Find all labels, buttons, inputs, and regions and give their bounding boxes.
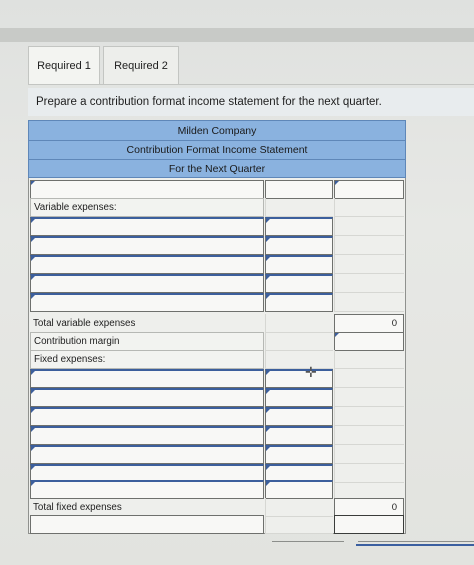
- empty-cell: [334, 217, 404, 236]
- statement-period: For the Next Quarter: [29, 159, 405, 178]
- tab-label: Required 1: [37, 59, 91, 72]
- variable-expense-label-input[interactable]: [30, 293, 264, 312]
- fixed-expense-row: [28, 480, 406, 499]
- total-variable-expenses-value: 0: [334, 314, 404, 333]
- variable-expense-label-input[interactable]: [30, 217, 264, 236]
- total-fixed-expenses-value: 0: [334, 498, 404, 517]
- variable-expense-amount-input[interactable]: [265, 236, 333, 255]
- double-underline: [358, 541, 474, 542]
- fixed-expenses-heading-row: [28, 350, 406, 369]
- empty-cell: [334, 293, 404, 312]
- net-operating-income-row: [28, 515, 406, 534]
- sales-amount-input[interactable]: [334, 180, 404, 199]
- empty-cell: [265, 350, 333, 369]
- total-variable-expenses-label: Total variable expenses: [33, 318, 136, 329]
- empty-cell: [265, 332, 333, 351]
- empty-cell: [334, 388, 404, 407]
- empty-cell: [265, 515, 333, 534]
- variable-expense-amount-input[interactable]: [265, 274, 333, 293]
- contribution-margin-label: Contribution margin: [30, 332, 264, 351]
- sales-amount-col1[interactable]: [265, 180, 333, 199]
- fixed-expense-label-input[interactable]: [30, 388, 264, 407]
- fixed-expense-amount-input[interactable]: [265, 445, 333, 464]
- accent-bar: [356, 544, 474, 546]
- contribution-margin-input[interactable]: [334, 332, 404, 351]
- fixed-expense-amount-input[interactable]: [265, 407, 333, 426]
- fixed-expense-amount-input[interactable]: [265, 388, 333, 407]
- fixed-expense-label-input[interactable]: [30, 407, 264, 426]
- sales-row: [28, 180, 406, 199]
- fixed-expense-row: [28, 445, 406, 464]
- variable-expense-amount-input[interactable]: [265, 255, 333, 274]
- variable-expense-label-input[interactable]: [30, 274, 264, 293]
- move-cursor-icon: ✛: [305, 364, 317, 380]
- empty-cell: [265, 198, 333, 217]
- variable-expenses-label: Variable expenses:: [30, 198, 264, 217]
- total-fixed-expenses-label: Total fixed expenses: [33, 502, 122, 513]
- empty-cell: [334, 236, 404, 255]
- fixed-expense-row: [28, 426, 406, 445]
- variable-expense-row: [28, 255, 406, 274]
- variable-expense-amount-input[interactable]: [265, 217, 333, 236]
- sales-label-input[interactable]: [30, 180, 264, 199]
- instruction-text: Prepare a contribution format income statement for the next quarter.: [28, 88, 474, 116]
- empty-cell: [334, 480, 404, 499]
- empty-cell: [265, 314, 333, 333]
- variable-expense-amount-input[interactable]: [265, 293, 333, 312]
- statement-header: [28, 120, 406, 178]
- fixed-expense-row: [28, 407, 406, 426]
- company-name: Milden Company: [177, 124, 257, 137]
- fixed-expense-amount-input[interactable]: [265, 480, 333, 499]
- fixed-expense-label-input[interactable]: [30, 445, 264, 464]
- fixed-expense-row: [28, 388, 406, 407]
- fixed-expense-label-input[interactable]: [30, 480, 264, 499]
- empty-cell: [334, 198, 404, 217]
- variable-expense-row: [28, 236, 406, 255]
- empty-cell: [334, 369, 404, 388]
- variable-expense-label-input[interactable]: [30, 255, 264, 274]
- fixed-expense-label-input[interactable]: [30, 426, 264, 445]
- fixed-expense-label-input[interactable]: [30, 369, 264, 388]
- fixed-expense-amount-input[interactable]: [265, 426, 333, 445]
- empty-cell: [334, 445, 404, 464]
- empty-cell: [334, 255, 404, 274]
- variable-expense-row: [28, 217, 406, 236]
- contribution-margin-row: [28, 332, 406, 351]
- variable-expense-row: [28, 293, 406, 312]
- top-gray-bar: [0, 28, 474, 42]
- statement-title: Contribution Format Income Statement: [29, 140, 405, 159]
- variable-expense-row: [28, 274, 406, 293]
- empty-cell: [334, 350, 404, 369]
- net-operating-income-input[interactable]: [334, 515, 404, 534]
- tab-required-1[interactable]: [28, 46, 100, 84]
- tab-label: Required 2: [114, 59, 168, 72]
- total-variable-expenses-row: [28, 314, 406, 333]
- fixed-expenses-label: Fixed expenses:: [30, 350, 264, 369]
- net-operating-income-label-input[interactable]: [30, 515, 264, 534]
- tab-divider: [28, 84, 474, 85]
- fixed-expense-amount-input[interactable]: [265, 369, 333, 388]
- variable-expenses-heading-row: [28, 198, 406, 217]
- variable-expense-label-input[interactable]: [30, 236, 264, 255]
- empty-cell: [334, 407, 404, 426]
- double-underline: [272, 541, 344, 542]
- empty-cell: [334, 274, 404, 293]
- tab-required-2[interactable]: [103, 46, 179, 84]
- empty-cell: [334, 426, 404, 445]
- fixed-expense-row: [28, 369, 406, 388]
